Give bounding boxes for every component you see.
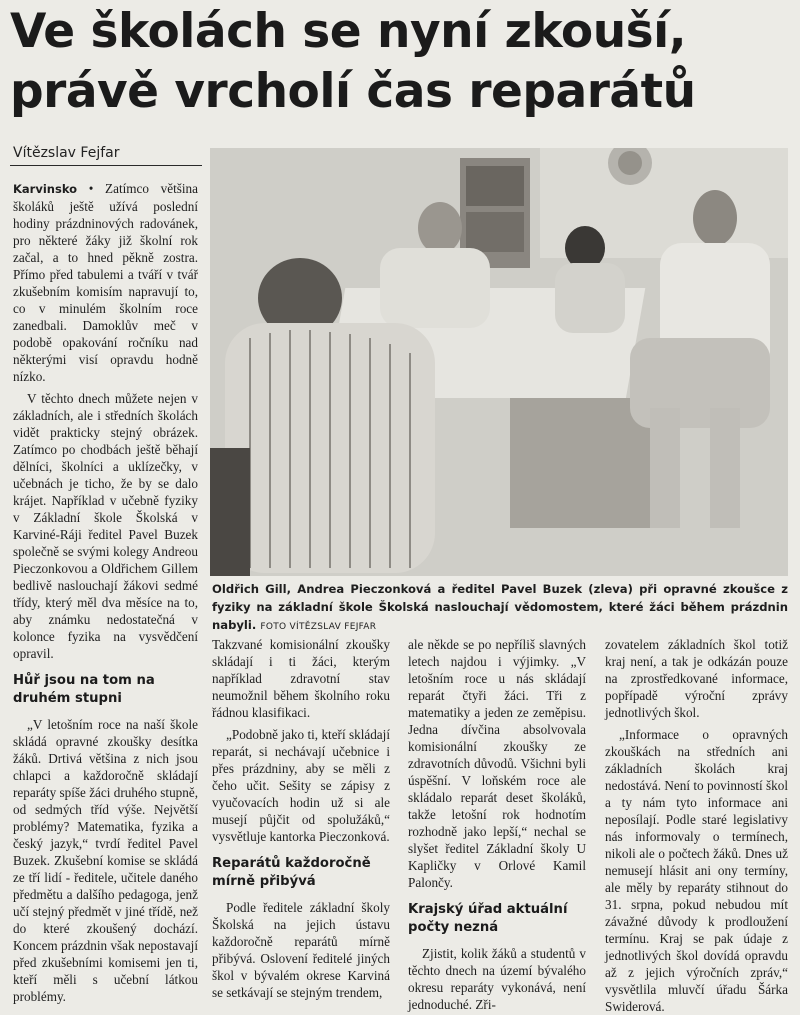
subheading: Krajský úřad aktuální počty nezná [408,902,568,935]
dateline-separator: • [77,181,106,196]
paragraph: Zjistit, kolik žáků a studentů v těchto dnech na území bývalého okresu reparáty vykonává, není jednoduché. Zři- [408,946,586,1012]
paragraph: Podle ředitele základní školy Školská na jejich ústavu každoročně reparátů mírně přibývá. Oslovení ředitelé jiných škol v bývalém okrese Karviná se setkávají se stejným trendem, [212,900,390,1000]
article-column-4 [605,636,788,1015]
author-byline: Vítězslav Fejfar [13,145,120,161]
article-column-1 [13,180,198,1005]
headline-line-2: právě vrcholí čas reparátů [10,64,696,119]
caption-text: Oldřich Gill, Andrea Pieczonková a ředitel Pavel Buzek (zleva) při opravné zkoušce z fyziky na základní škole Školská naslouchají vědomostem, které žáci během prázdnin nabyli. [212,582,788,632]
dateline: Karvinsko [13,182,78,196]
headline-line-1: Ve školách se nyní zkouší, [10,4,687,59]
photo-caption [212,580,788,636]
subheading: Hůř jsou na tom na druhém stupni [13,673,155,706]
paragraph: V těchto dnech můžete nejen v základních, ale i středních školách vidět prakticky stejný obrázek. Zatímco po chodbách ještě běhají dělníci, školníci a uklízečky, v učebnách je ticho, že by se dalo krájet. Například v učebně fyziky v Základní škole Školská v Karviné-Ráji ředitel Pavel Buzek společně se svými kolegy Andreou Pieczonkovou a Oldřichem Gillem bedlivě naslouchají žákovi sedmé třídy, který měl dva měsíce na to, aby známku nedostatečná v kolonce fyzika na vysvědčení opravil. [13,391,198,661]
paragraph-text: Zatímco většina školáků ještě užívá poslední hodiny prázdninových radovánek, pro některé žáky již školní rok začal, a to hned pěkně zostra. Přímo před tabulemi a tváří v tvář zkušebním komisím napravují to, co v minulém školním roce zanedbali. Damoklův meč v podobě opakování ročníku nad některými visí opravdu hodně nízko. [13,181,198,384]
article-column-3 [408,636,586,1013]
paragraph [13,180,198,385]
article-photo [210,148,788,576]
byline-rule [10,165,202,166]
paragraph: zovatelem základních škol totiž kraj není, a tak je odkázán pouze na zprostředkované informace, popřípadě výroční zprávy jednotlivých škol. [605,637,788,720]
article-column-2 [212,636,390,1001]
photo-illustration [210,148,788,576]
subheading: Reparátů každoročně mírně přibývá [212,856,371,889]
paragraph: Takzvané komisionální zkoušky skládají i ti žáci, kterým například zdravotní stav neumožnil během školního roku řádnou klasifikaci. [212,637,390,720]
paragraph: „Podobně jako ti, kteří skládají reparát, si nechávají učebnice i přes prázdniny, aby se měli z čeho učit. Sešity se zápisy z vyučovacích hodin už si ale musejí půjčit od spolužáků,“ vysvětluje kantorka Pieczonková. [212,727,390,844]
photo-credit: FOTO VÍTĚZSLAV FEJFAR [260,622,377,632]
paragraph: „Informace o opravných zkouškách na středních ani základních školách kraj nedostává. Není to povinností škol a ty nám tyto informace ani neposílají. Podle staré legislativy nás informovaly o termínech, nikoli ale o počtech žáků. Dnes už nemusejí hlásit ani ony termíny, ale měly by reparáty stihnout do 31. srpna, pokud nebudou mít závažné důvody k prodloužení termínu. Kraj se pak údaje z jednotlivých škol dovídá opravdu až z jejich výročních zpráv,“ vysvětlila mluvčí úřadu Šárka Swiderová. [605,727,788,1014]
headline [10,2,795,122]
paragraph: ale někde se po nepříliš slavných letech najdou i výjimky. „V letošním roce u nás skládají reparát čtyři žáci. Tři z matematiky a jeden ze zeměpisu. Jedna dívčina absolvovala komisionální zkoušky ze zdravotních důvodů. Všichni byli úspěšní. V loňském roce ale skládalo reparát deset školáků, takže letošní rok hodnotím rozhodně jako lepší,“ nechal se slyšet ředitel Základní školy U Kapličky v Orlové Kamil Palončy. [408,637,586,890]
paragraph: „V letošním roce na naší škole skládá opravné zkoušky desítka žáků. Drtivá většina z nich jsou chlapci a každoročně skládají reparáty spíše žáci druhého stupně, od sedmých tříd výše. Největší problémy? Matematika, fyzika a český jazyk,“ tvrdí ředitel Pavel Buzek. Zkušební komise se skládá ze tří lidí - ředitele, učitele daného předmětu a dalšího pedagoga, jenž učí stejný předmět v jiné třídě, než do které zkoušený dochází. Koncem prázdnin však nepostavají před zkušebními komisemi jen ti, kteří měli s učební látkou problémy. [13,717,198,1004]
